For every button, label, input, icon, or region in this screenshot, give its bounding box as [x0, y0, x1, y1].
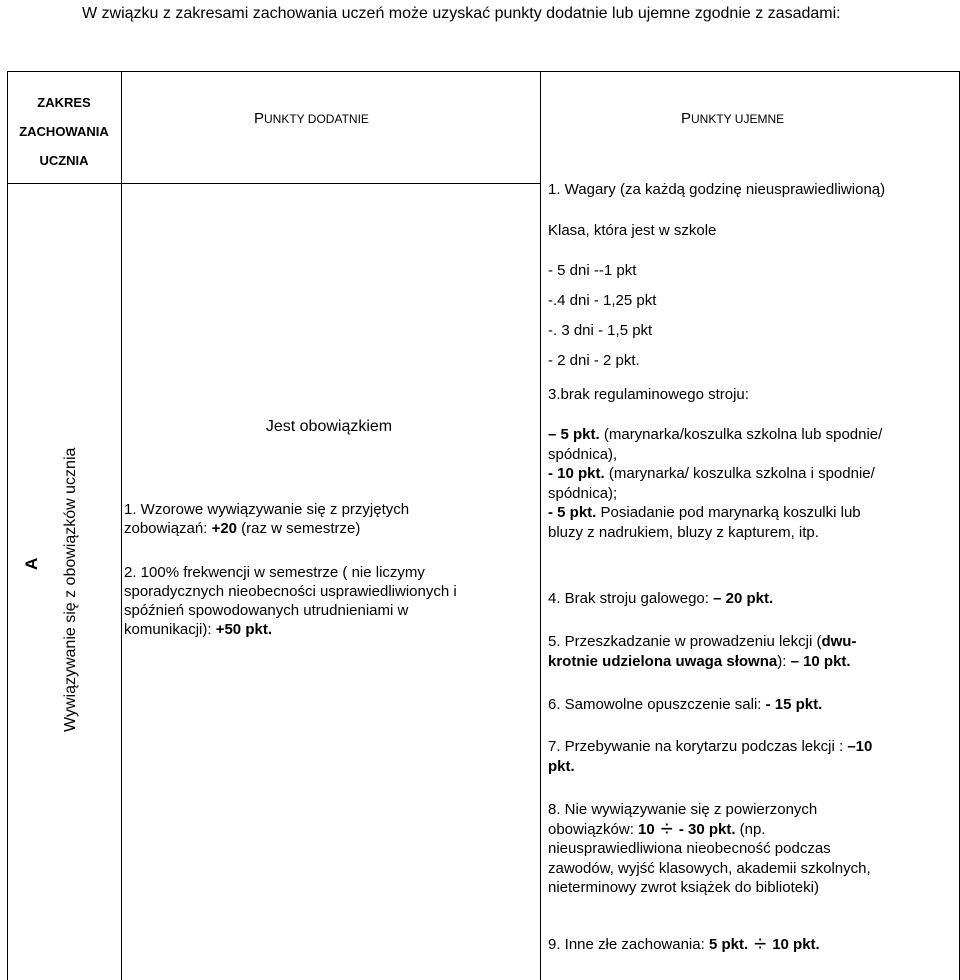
table-column-divider-2	[540, 71, 541, 980]
division-icon: ÷	[660, 815, 673, 841]
division-icon: ÷	[754, 931, 767, 956]
header-punkty-dodatnie: PUNKTY DODATNIE	[254, 110, 369, 127]
intro-paragraph: W związku z zakresami zachowania uczeń może uzyskać punkty dodatnie lub ujemne zgodnie z zasadami:	[82, 5, 841, 22]
header-zakres-line-1: ZAKRES	[37, 95, 91, 110]
middle-item-2: 2. 100% frekwencji w semestrze ( nie liczymy sporadycznych nieobecności usprawiedliwionych i spóźnień spowodowanych utrudnieniami w komunikacji): +50 pkt.	[124, 564, 457, 638]
header-zakres-line-3: UCZNIA	[39, 153, 89, 168]
table-column-divider-1	[121, 71, 122, 980]
table-border-top	[7, 71, 960, 72]
right-wagary-4dni: -.4 dni - 1,25 pkt	[548, 292, 657, 309]
right-stroj-items: – 5 pkt. (marynarka/koszulka szkolna lub spodnie/ spódnica), - 10 pkt. (marynarka/ koszulka szkolna i spodnie/ spódnica); - 5 pkt. Posiadanie pod marynarką koszulki lub bluzy z nadrukiem, bluzy z kapturem, itp.	[548, 426, 883, 541]
right-item-5: 5. Przeszkadzanie w prowadzeniu lekcji (dwu- krotnie udzielona uwaga słowna): – 10 pkt.	[548, 633, 857, 670]
right-stroj-title: 3.brak regulaminowego stroju:	[548, 386, 749, 403]
right-item-7: 7. Przebywanie na korytarzu podczas lekcji : –10 pkt.	[548, 738, 873, 775]
header-zakres	[14, 88, 114, 175]
right-wagary-5dni: - 5 dni --1 pkt	[548, 262, 637, 279]
right-item-6: 6. Samowolne opuszczenie sali: - 15 pkt.	[548, 696, 823, 713]
right-wagary-title: 1. Wagary (za każdą godzinę nieusprawiedliwioną)	[548, 181, 886, 198]
header-bottom-border	[7, 183, 541, 184]
header-zakres-line-2: ZACHOWANIA	[19, 124, 109, 139]
category-label: Wywiązywanie się z obowiązków ucznia	[62, 447, 79, 732]
right-item-9: 9. Inne złe zachowania: 5 pkt. ÷ 10 pkt.	[548, 931, 820, 956]
middle-title: Jest obowiązkiem	[265, 418, 393, 435]
right-item-8: 8. Nie wywiązywanie się z powierzonych obowiązków: 10 ÷ - 30 pkt. (np. nieusprawiedliwiona nieobecność podczas zawodów, wyjść klasowych, akademii szkolnych, nieterminowy zwrot książek do biblioteki)	[548, 801, 871, 896]
right-wagary-3dni: -. 3 dni - 1,5 pkt	[548, 322, 653, 339]
right-item-4: 4. Brak stroju galowego: – 20 pkt.	[548, 590, 774, 607]
middle-item-1: 1. Wzorowe wywiązywanie się z przyjętych zobowiązań: +20 (raz w semestrze)	[124, 501, 410, 537]
table-border-left	[7, 71, 8, 980]
right-klasa: Klasa, która jest w szkole	[548, 222, 717, 239]
right-wagary-2dni: - 2 dni - 2 pkt.	[548, 352, 640, 369]
header-punkty-ujemne: PUNKTY UJEMNE	[681, 110, 785, 127]
category-letter: A	[22, 557, 41, 570]
